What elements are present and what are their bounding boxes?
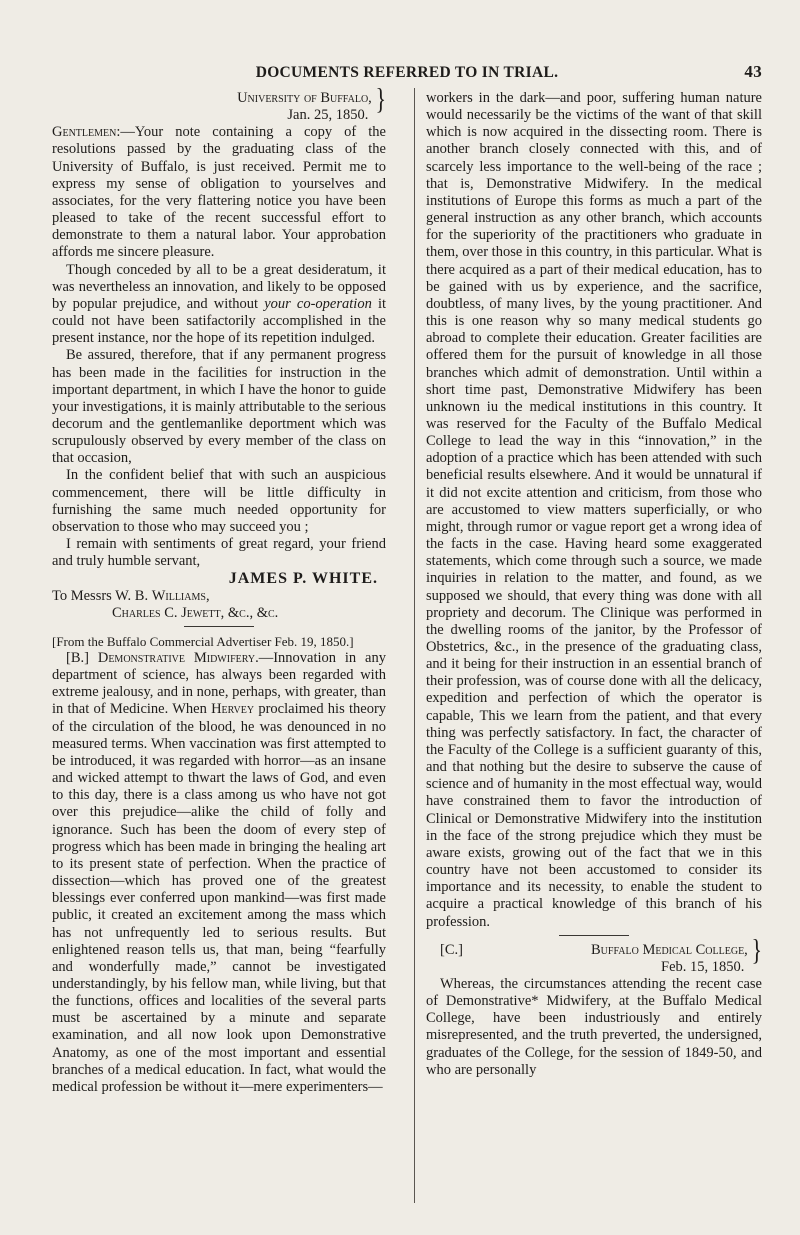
- article-paragraph: [52, 650, 386, 1096]
- letter-paragraph: [52, 124, 386, 261]
- left-column: [52, 81, 387, 1096]
- article-title: Demonstrative Midwifery.: [97, 650, 259, 666]
- right-column: [426, 90, 762, 1079]
- emphasis-text: your co-operation: [264, 295, 372, 312]
- resolution-date: Feb. 15, 1850.: [661, 958, 745, 975]
- article-paragraph: workers in the dark—and poor, suffering human nature would necessarily be the victims of the want of that skill which is now acquired in the dissecting room. There is another branch closely connected with this, and of scarcely less importance to the well-being of the race ; that is, Demonstrative Midwifery. In the medical institutions of Europe this forms as much a part of the general instruction as any other branch, which accounts for the superiority of the practitioners who graduate in them, over those in this country, in this particular. What is there acquired as a part of their medical education, has to be gained with us by experience, and the sacrifice, doubtless, of many lives, by the young practitioner. And this is one reason why so many medical students go abroad to complete their education. Greater facilities are offered them for the pursuit of knowledge in all those branches which admit of demonstration. Until within a short time past, Demonstrative Midwifery has been unknown iu the medical institutions in this country. It was reserved for the Faculty of the Buffalo Medical College to lead the way in this “innovation,” in the adoption of a practice which has been attended with such beneficial results elsewhere. And it would be unnatural if it did not excite attention and criticism, from those who are accustomed to view matters superficially, or who might, through rumor or vague report get a wrong idea of the facts in the case. Having heard some exaggerated statements, which come through such a source, we made inquiries in relation to the matter, and found, as we supposed we should, that every thing was done with all propriety and decorum. The Clinique was performed in the dwelling rooms of the janitor, by the Professor of Obstetrics, &c., in the presence of the graduating class, and it being for their instruction in an essential branch of their profession, was of course done with all the delicacy, expedition and perfection of which the operator is capable, This we learn from the patient, and that every thing was perfectly satisfactory. In fact, the character of the Faculty of the College is a sufficient guaranty of this, and that nothing but the desire to subserve the cause of science and of humanity in the most effectual way, would have constrained them to favor the introduction of Clinical or Demonstrative Midwifery into the institution in the face of the strong prejudice which they must be aware exists, growing out of the fact that we in this country have not been accustomed to consider its importance and its necessity, to enable the student to acquire a practical knowledge of this branch of his profession.: [426, 90, 762, 930]
- letter-paragraph: [52, 262, 386, 348]
- signature: JAMES P. WHITE.: [228, 570, 378, 588]
- person-name: Hervey: [211, 701, 255, 718]
- resolution-heading: [426, 932, 762, 976]
- letter-text: :—Your note containing a copy of the resolutions passed by the graduating class of the University of Buffalo, is just received. Permit me to express my sense of obligation to yourselves and associates, for the very flattering notice you have been pleased to take of the recent successful effort to demonstrate to them a natural labor. Your approbation affords me sincere pleasure.: [52, 124, 386, 261]
- article-source: [From the Buffalo Commercial Advertiser Feb. 19, 1850.]: [52, 633, 354, 649]
- salutation: Gentlemen: [52, 124, 117, 141]
- running-head: DOCUMENTS REFERRED TO IN TRIAL.: [255, 64, 559, 81]
- letter-paragraph: Be assured, therefore, that if any permanent progress has been made in the facilities for instruction in the important department, in which I have the honor to guide your investigations, it is mainly attributable to the serious decorum and the gentlemanlike deportment which was scrupulously observed by every member of the class on that occasion,: [52, 347, 386, 467]
- letter-dateline: [52, 81, 386, 124]
- letter-paragraph: I remain with sentiments of great regard, your friend and truly humble servant,: [52, 536, 386, 570]
- letter-date: Jan. 25, 1850.: [287, 107, 369, 124]
- letter-place: University of Buffalo,: [237, 90, 372, 106]
- page-number: 43: [744, 62, 762, 81]
- addressee-prefix: To Messrs W. B.: [52, 587, 149, 604]
- letter-text: it could not have been satifactorily accomplished in the present instance, nor the hope of its repetition indulged.: [52, 295, 387, 347]
- column-divider: [414, 88, 415, 1203]
- addressee-line: [52, 588, 386, 605]
- letter-text: Though conceded by all to be a great desideratum, it was nevertheless an innovation, and likely to be opposed by popular prejudice, and without: [52, 261, 386, 312]
- addressee-name: Williams,: [151, 587, 210, 604]
- addressee-name: Charles C. Jewett, &c., &c.: [112, 604, 279, 621]
- resolution-place: Buffalo Medical College,: [591, 941, 748, 958]
- brace-glyph: }: [375, 81, 386, 115]
- section-rule: [184, 626, 254, 627]
- resolution-paragraph: Whereas, the circumstances attending the recent case of Demonstrative* Midwifery, at the Buffalo Medical College, have been industriously and entirely misrepresented, and the truth preverted, the undersigned, graduates of the College, for the session of 1849-50, and who are personally: [426, 975, 762, 1078]
- article-text: —Innovation in any department of science, has always been regarded with extreme jealousy, and in none, perhaps, with greater, than in that of Medicine. When: [52, 650, 386, 718]
- brace-glyph: }: [751, 932, 762, 967]
- section-label: [B.]: [66, 650, 89, 666]
- letter-paragraph: In the confident belief that with such an auspicious commencement, there will be little difficulty in furnishing the same much needed opportunity for observation to those who may succeed you ;: [52, 467, 386, 535]
- section-rule: [559, 935, 629, 936]
- page-header: [52, 64, 762, 88]
- article-text: proclaimed his theory of the circulation of the blood, he was denounced in no measured terms. When vaccination was first attempted to be introduced, it was regarded with horror—as an insane and wicked attempt to thwart the laws of God, and even to this day, there is a class among us who have not got over this prejudice—alike the child of folly and ignorance. Such has been the doom of every step of progress which has been made in bringing the healing art to its present state of perfection. When the practice of dissection—which has proved one of the greatest blessings ever conferred upon mankind—was first made public, it created an excitement among the mass which has not unfrequently led to serious results. But enlightened reason tells us, that man, being “fearfully and wonderfully made,” cannot be investigated understandingly, by his fellow man, while living, but that the functions, offices and localities of the several parts must be ascertained by a minute and separate examination, and all now look upon Demonstrative Anatomy, as one of the most important and essential branches of a medical education. In fact, what would the medical profession be without it—mere experimenters—: [52, 701, 387, 1095]
- section-label: [C.]: [440, 941, 463, 958]
